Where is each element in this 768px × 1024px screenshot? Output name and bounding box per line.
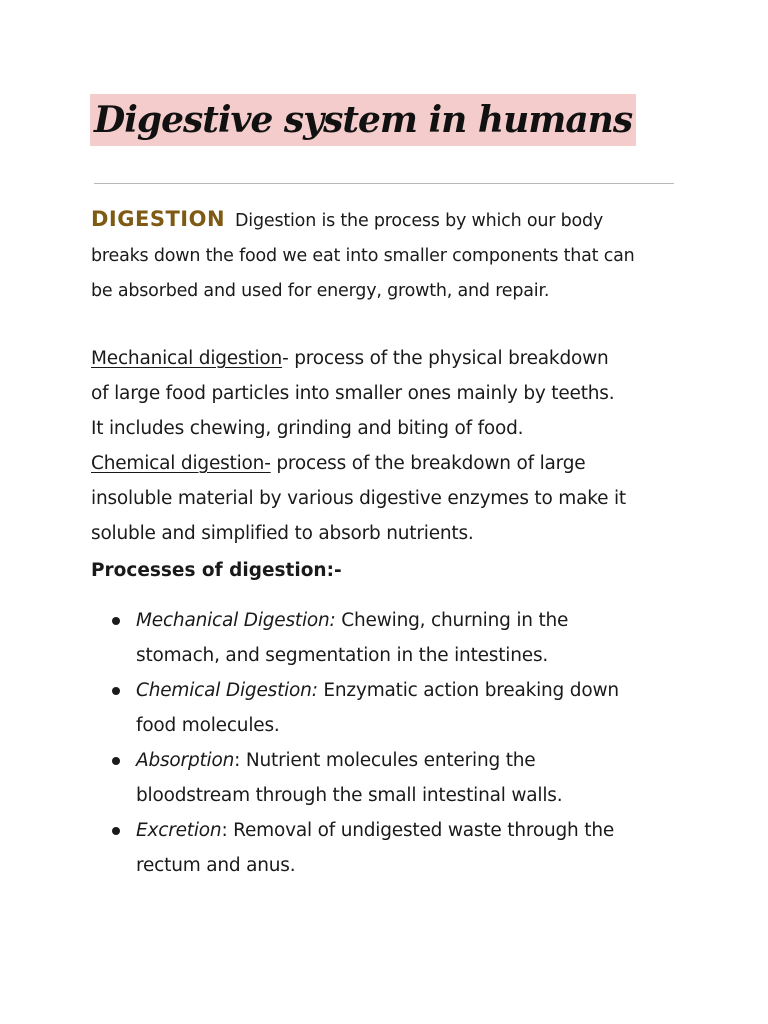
list-item xyxy=(91,673,691,743)
chemical-line-1 xyxy=(91,446,691,481)
mechanical-digestion-term: Mechanical digestion xyxy=(91,348,283,369)
process-text-line-2: food molecules. xyxy=(136,715,280,736)
bullet-icon xyxy=(112,617,120,625)
chemical-text-1: process of the breakdown of large xyxy=(270,453,586,474)
processes-heading: Processes of digestion:- xyxy=(91,560,342,581)
process-text-line-2: bloodstream through the small intestinal walls. xyxy=(136,785,563,806)
list-item xyxy=(91,743,691,813)
process-text: : Nutrient molecules entering the xyxy=(234,750,536,771)
list-item xyxy=(91,603,691,673)
mechanical-line-2: of large food particles into smaller ones mainly by teeths. xyxy=(91,383,615,404)
processes-list xyxy=(91,603,691,883)
mechanical-text-1: - process of the physical breakdown xyxy=(282,348,609,369)
process-term: Mechanical Digestion: xyxy=(136,610,336,631)
list-item xyxy=(91,813,691,883)
process-term: Excretion xyxy=(136,820,222,841)
process-text-line-2: stomach, and segmentation in the intestines. xyxy=(136,645,549,666)
mechanical-line-3: It includes chewing, grinding and biting of food. xyxy=(91,418,524,439)
mechanical-line-1 xyxy=(91,341,691,376)
chemical-line-2: insoluble material by various digestive enzymes to make it xyxy=(91,488,626,509)
chemical-line-3: soluble and simplified to absorb nutrients. xyxy=(91,523,474,544)
process-text: : Removal of undigested waste through the xyxy=(221,820,615,841)
intro-text-1: Digestion is the process by which our body xyxy=(235,211,604,231)
process-text-line-2: rectum and anus. xyxy=(136,855,296,876)
bullet-icon xyxy=(112,827,120,835)
process-text: Chewing, churning in the xyxy=(335,610,569,631)
process-term: Absorption xyxy=(136,750,235,771)
bullet-icon xyxy=(112,757,120,765)
definitions-paragraph xyxy=(91,341,691,551)
process-term: Chemical Digestion: xyxy=(136,680,318,701)
page-title: Digestive system in humans xyxy=(90,94,636,146)
process-text: Enzymatic action breaking down xyxy=(317,680,619,701)
intro-line-2: breaks down the food we eat into smaller components that can xyxy=(91,246,635,266)
title-divider xyxy=(94,183,674,184)
bullet-icon xyxy=(112,687,120,695)
intro-line-1 xyxy=(91,202,691,239)
intro-line-3: be absorbed and used for energy, growth, and repair. xyxy=(91,281,550,301)
chemical-digestion-term: Chemical digestion- xyxy=(91,453,271,474)
digestion-heading: DIGESTION xyxy=(91,207,226,231)
intro-paragraph xyxy=(91,202,691,309)
